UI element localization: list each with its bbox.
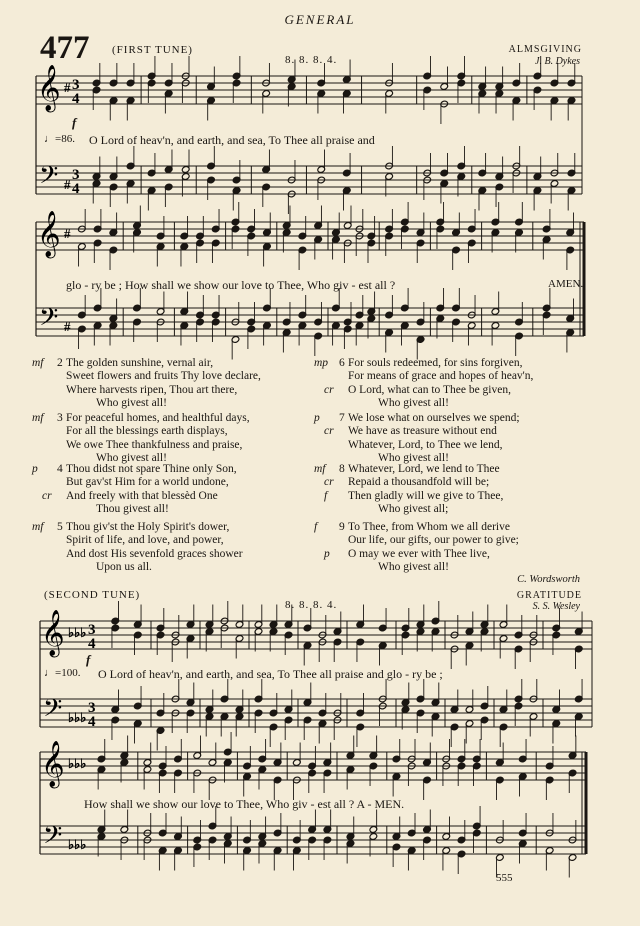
- verse-line: Who givest all!: [96, 396, 167, 409]
- verse-line: To Thee, from Whom we all derive: [348, 521, 510, 533]
- verse-number: 2: [57, 357, 63, 369]
- verse-4: [32, 463, 237, 516]
- time-sig-top: 3: [88, 622, 96, 638]
- hymn-number: 477: [40, 30, 90, 66]
- page-number: 555: [496, 872, 513, 884]
- verse-dynamic: mf: [32, 357, 44, 369]
- verse-number: 8: [339, 463, 345, 475]
- key-signature: ♭♭♭: [68, 837, 87, 852]
- treble-clef: 𝄞: [41, 741, 65, 787]
- time-sig-top: 3: [72, 167, 80, 183]
- verse-line: For peaceful homes, and healthful days,: [66, 412, 250, 424]
- time-sig-bottom: 4: [72, 181, 80, 197]
- verse-line: Who givest all!: [378, 560, 449, 573]
- time-sig-top: 3: [88, 700, 96, 716]
- verse-number: 9: [339, 521, 345, 533]
- verse-line: Whatever, Lord, to Thee we lend,: [348, 438, 503, 451]
- second-tune-tempo: ♩=100.: [44, 667, 81, 679]
- line-dynamic: p: [324, 547, 330, 560]
- verse-line: Upon us all.: [96, 560, 152, 573]
- verse-line: The golden sunshine, vernal air,: [66, 357, 214, 369]
- verse-line: For all the blessings earth displays,: [66, 425, 228, 438]
- treble-clef: 𝄞: [41, 610, 65, 656]
- key-signature: #: [64, 319, 71, 334]
- verse-line: O Lord, what can to Thee be given,: [348, 383, 511, 396]
- verse-line: Where harvests ripen, Thou art there,: [66, 383, 238, 396]
- second-tune-meter: 8. 8. 8. 4.: [285, 599, 338, 611]
- verse-line: We owe Thee thankfulness and praise,: [66, 438, 243, 451]
- first-tune-composer: J. B. Dykes: [535, 56, 580, 67]
- verse-number: 7: [339, 412, 345, 424]
- verse-dynamic: mp: [314, 357, 329, 369]
- line-dynamic: cr: [324, 383, 334, 396]
- verse-2: [32, 357, 261, 410]
- verse-dynamic: p: [314, 412, 320, 424]
- verse-line: Who givest all!: [378, 451, 449, 464]
- verse-dynamic: mf: [314, 463, 326, 475]
- verse-line: Spirit of life, and love, and power,: [66, 534, 224, 547]
- verse-6: [314, 357, 534, 410]
- line-dynamic: cr: [324, 476, 334, 489]
- line-dynamic: cr: [324, 425, 334, 438]
- verse-3: [32, 412, 250, 465]
- verse-line: Then gladly will we give to Thee,: [348, 489, 504, 502]
- verse-number: 3: [57, 412, 63, 424]
- verse-line: We have as treasure without end: [348, 425, 497, 438]
- bass-clef: 𝄢: [39, 303, 59, 338]
- second-tune-name: GRATITUDE: [516, 590, 582, 601]
- second-tune-lyrics-1: O Lord of heav'n, and earth, and sea, To Thee all praise and glo - ry be ;: [98, 667, 443, 681]
- verse-line: For souls redeemed, for sins forgiven,: [348, 357, 523, 369]
- verse-line: O may we ever with Thee live,: [348, 547, 490, 560]
- second-tune-label: (SECOND TUNE): [44, 589, 141, 601]
- verse-line: Thou givest all!: [96, 502, 169, 515]
- first-tune-name: ALMSGIVING: [508, 44, 582, 55]
- first-tune-tempo: ♩=86.: [44, 133, 75, 145]
- verse-dynamic: p: [32, 463, 38, 475]
- bass-clef: 𝄢: [43, 821, 63, 856]
- verse-line: We lose what on ourselves we spend;: [348, 412, 520, 424]
- verse-line: Who givest all;: [378, 502, 449, 515]
- treble-clef: 𝄞: [37, 211, 61, 257]
- first-tune-amen: AMEN.: [548, 278, 584, 290]
- verse-dynamic: f: [314, 521, 318, 533]
- first-tune-label: (FIRST TUNE): [112, 44, 193, 56]
- verse-line: Who givest all!: [96, 451, 167, 464]
- verse-5: [32, 521, 243, 574]
- second-tune-composer: S. S. Wesley: [532, 601, 580, 612]
- section-header: GENERAL: [284, 12, 356, 27]
- verse-line: And freely with that blessèd One: [66, 489, 218, 502]
- key-signature: ♭♭♭: [68, 625, 87, 640]
- verse-line: For means of grace and hopes of heav'n,: [348, 370, 534, 383]
- line-dynamic: cr: [42, 489, 52, 502]
- verse-line: Repaid a thousandfold will be;: [348, 476, 490, 489]
- verse-line: Thou didst not spare Thine only Son,: [66, 463, 237, 475]
- key-signature: #: [64, 80, 71, 95]
- verse-line: Sweet flowers and fruits Thy love declare,: [66, 370, 261, 383]
- first-tune-dynamic: f: [72, 115, 77, 130]
- time-sig-top: 3: [72, 77, 80, 93]
- time-sig-bottom: 4: [88, 714, 96, 730]
- first-tune-lyrics-1: O Lord of heav'n, and earth, and sea, To Thee all praise and: [89, 133, 375, 147]
- second-tune-lyrics-2: How shall we show our love to Thee, Who giv - est all ? A - MEN.: [84, 797, 405, 811]
- line-dynamic: f: [324, 489, 328, 502]
- time-sig-bottom: 4: [88, 636, 96, 652]
- second-tune-dynamic: f: [86, 652, 91, 667]
- text-author: C. Wordsworth: [517, 574, 580, 585]
- treble-clef: 𝄞: [37, 65, 61, 111]
- verse-line: Whatever, Lord, we lend to Thee: [348, 463, 500, 475]
- verse-line: And dost His sevenfold graces shower: [66, 547, 243, 560]
- verse-line: Thou giv'st the Holy Spirit's dower,: [66, 521, 230, 533]
- key-signature: #: [64, 226, 71, 241]
- time-sig-bottom: 4: [72, 91, 80, 107]
- verse-line: Our life, our gifts, our power to give;: [348, 534, 519, 547]
- verse-9: [314, 521, 519, 574]
- verse-line: But gav'st Him for a world undone,: [66, 476, 229, 489]
- key-signature: ♭♭♭: [68, 710, 87, 725]
- verse-line: Who givest all!: [378, 396, 449, 409]
- verse-8: [314, 463, 504, 516]
- bass-clef: 𝄢: [39, 161, 59, 196]
- first-tune-lyrics-2: glo - ry be ; How shall we show our love to Thee, Who giv - est all ?: [66, 278, 396, 292]
- verse-number: 5: [57, 521, 63, 533]
- first-tune-meter: 8. 8. 8. 4.: [285, 54, 338, 66]
- verse-7: [314, 412, 520, 465]
- bass-clef: 𝄢: [43, 694, 63, 729]
- key-signature: ♭♭♭: [68, 756, 87, 771]
- verse-dynamic: mf: [32, 412, 44, 424]
- key-signature: #: [64, 177, 71, 192]
- verse-number: 6: [339, 357, 345, 369]
- verse-dynamic: mf: [32, 521, 44, 533]
- verse-number: 4: [57, 463, 63, 475]
